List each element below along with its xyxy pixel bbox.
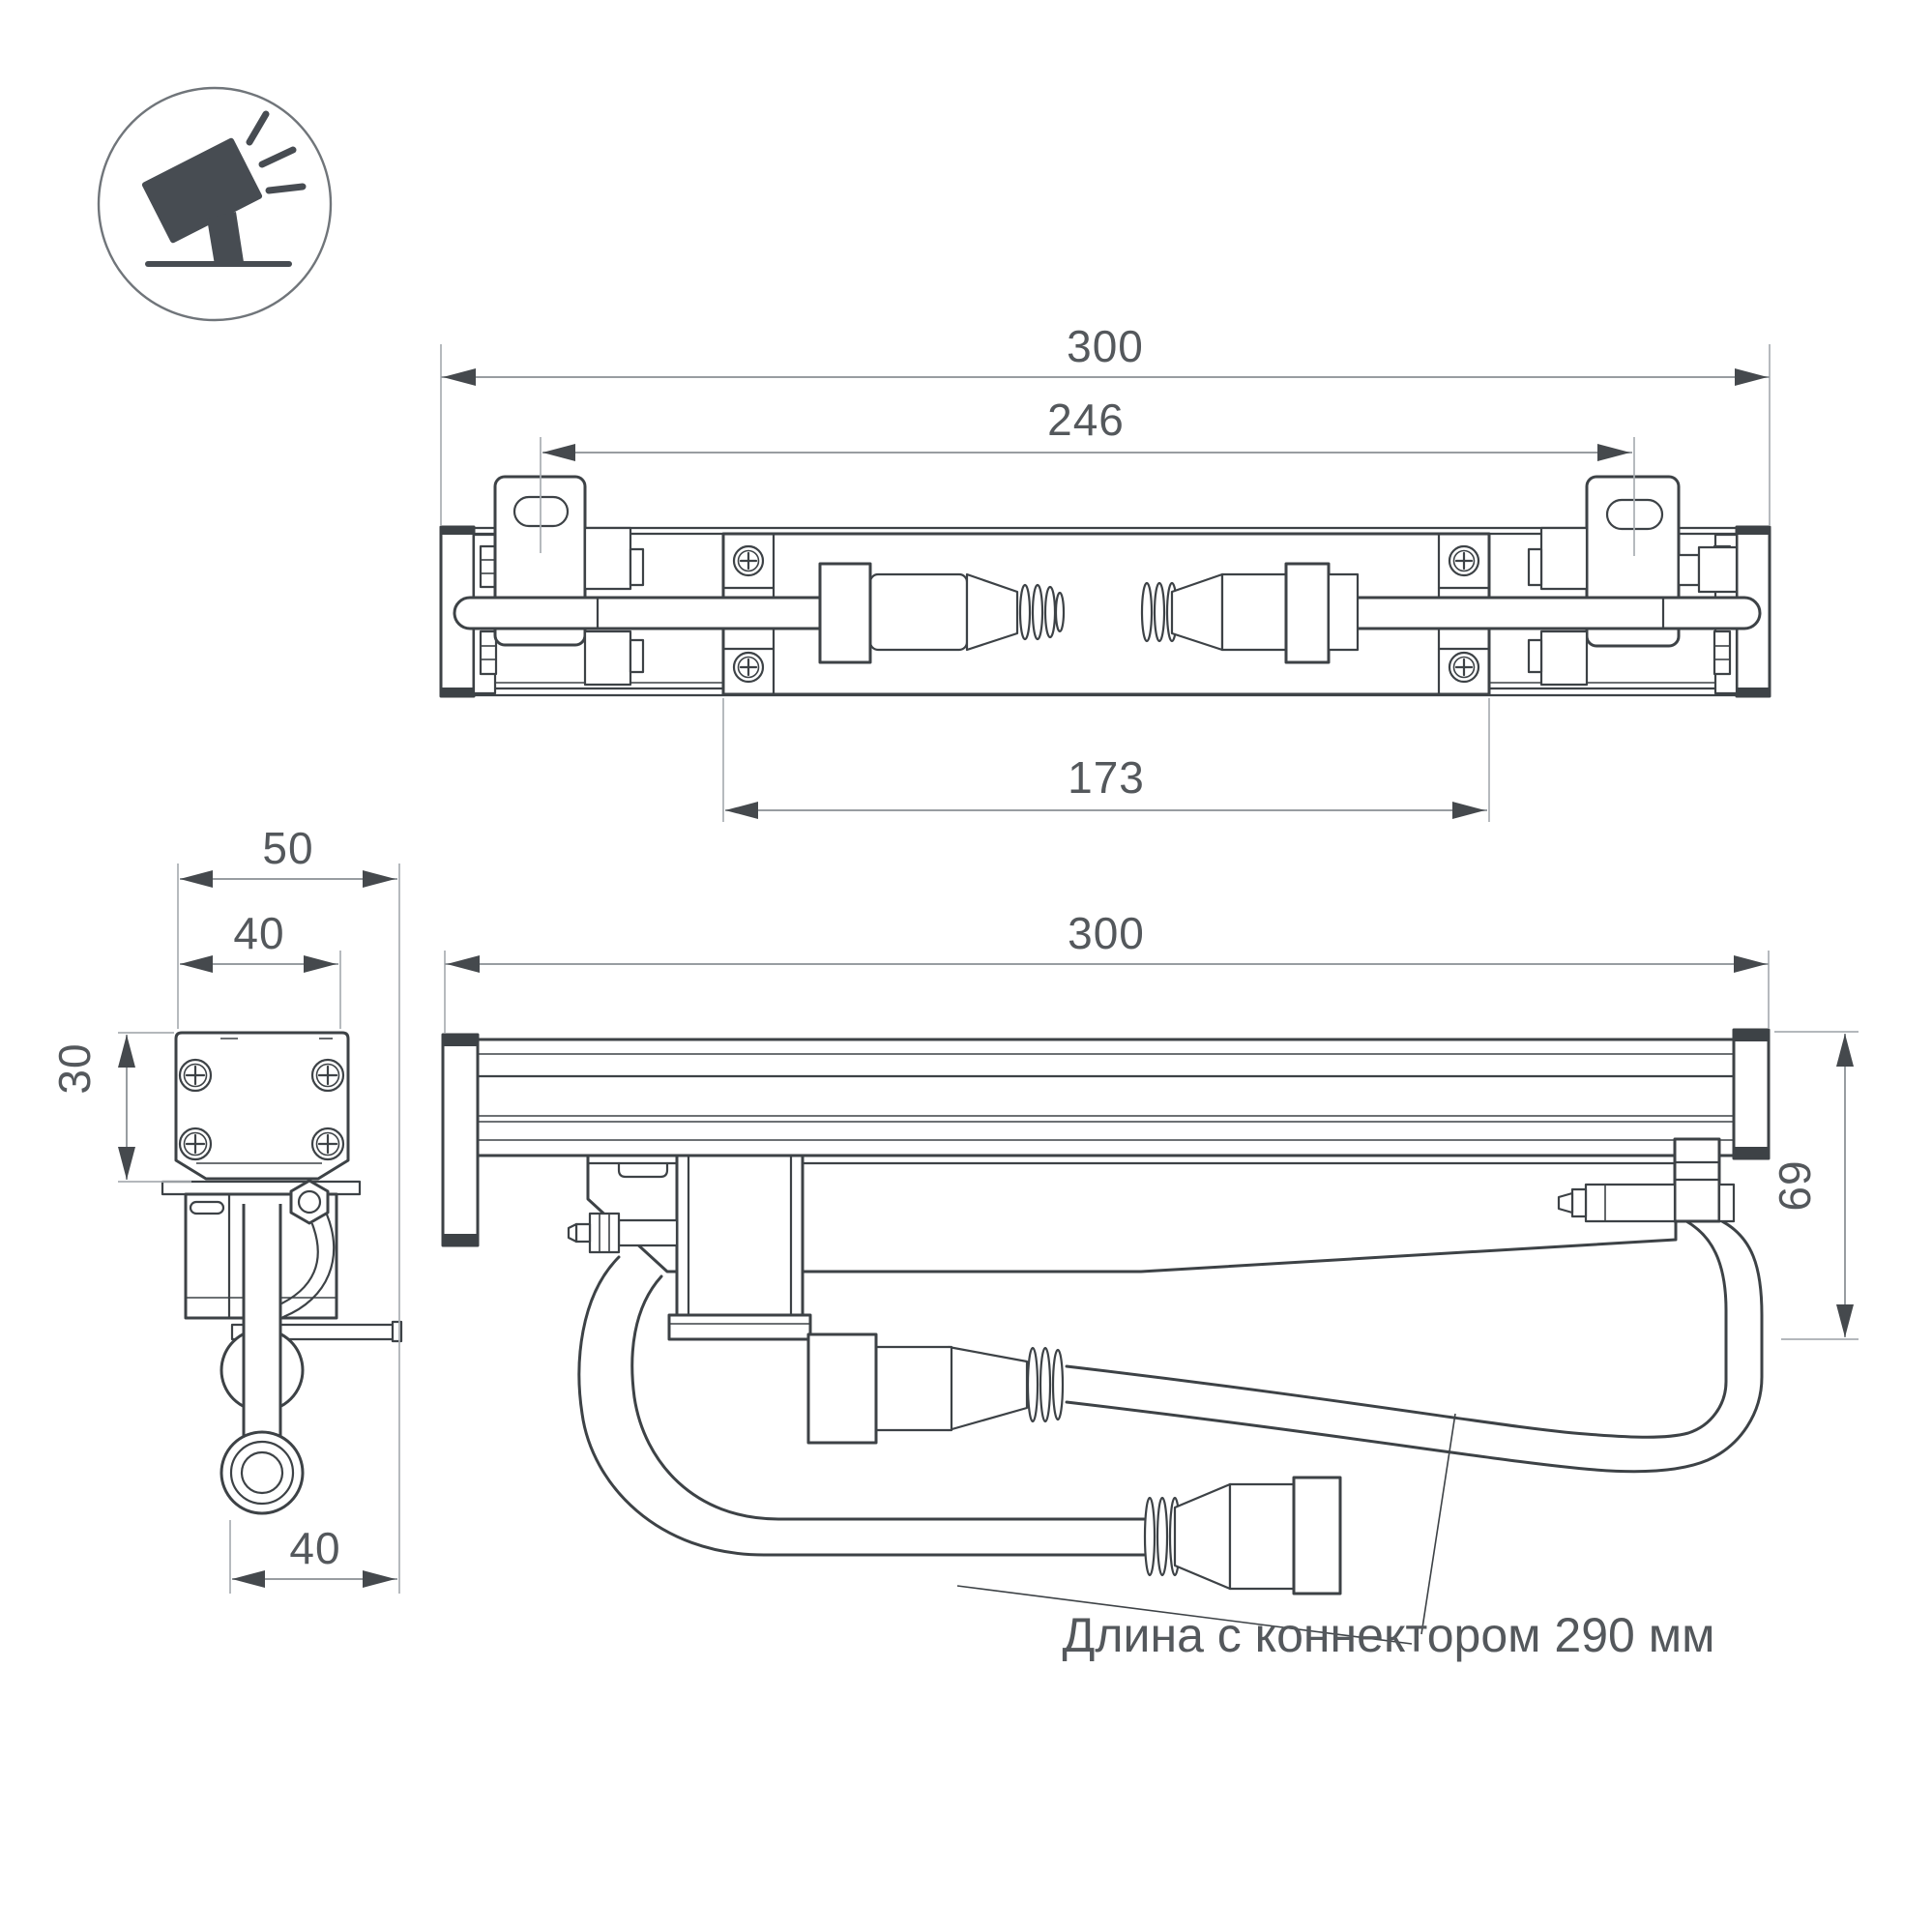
dim-label-front-overall-length: 300 xyxy=(1068,908,1145,958)
dim-side-bottom-width xyxy=(230,1520,397,1594)
front-profile-bar xyxy=(445,1039,1768,1156)
wall-washer-spotlight-icon xyxy=(99,88,331,320)
front-connector-socket xyxy=(808,1334,1063,1443)
dim-label-side-body-height: 30 xyxy=(49,1042,100,1095)
front-view xyxy=(443,908,1859,1662)
dim-front-overall-length xyxy=(445,908,1769,1033)
dim-top-mount-spacing xyxy=(542,395,1632,461)
dim-label-top-module-length: 173 xyxy=(1068,752,1145,803)
top-view xyxy=(441,321,1770,822)
connector-length-label: Длина с коннектором 290 мм xyxy=(1062,1608,1715,1662)
dim-label-side-overall-width: 50 xyxy=(262,823,314,873)
front-connector-plug xyxy=(1145,1478,1340,1594)
top-right-mounting-bracket xyxy=(1529,477,1737,685)
dim-label-side-bottom-width: 40 xyxy=(289,1523,341,1573)
side-view xyxy=(49,823,401,1594)
dim-side-body-width xyxy=(180,908,340,1029)
dim-label-front-height: 69 xyxy=(1770,1159,1820,1212)
dim-label-side-body-width: 40 xyxy=(233,908,285,958)
dim-label-top-mount-spacing: 246 xyxy=(1047,395,1125,445)
dim-label-top-overall: 300 xyxy=(1067,321,1144,371)
front-right-end-cap xyxy=(1734,1030,1769,1158)
top-left-mounting-bracket xyxy=(495,477,643,685)
dim-front-height xyxy=(1770,1032,1859,1339)
front-left-end-cap xyxy=(443,1035,478,1245)
dim-top-module-length xyxy=(723,698,1489,822)
dim-side-body-height xyxy=(49,1033,191,1182)
